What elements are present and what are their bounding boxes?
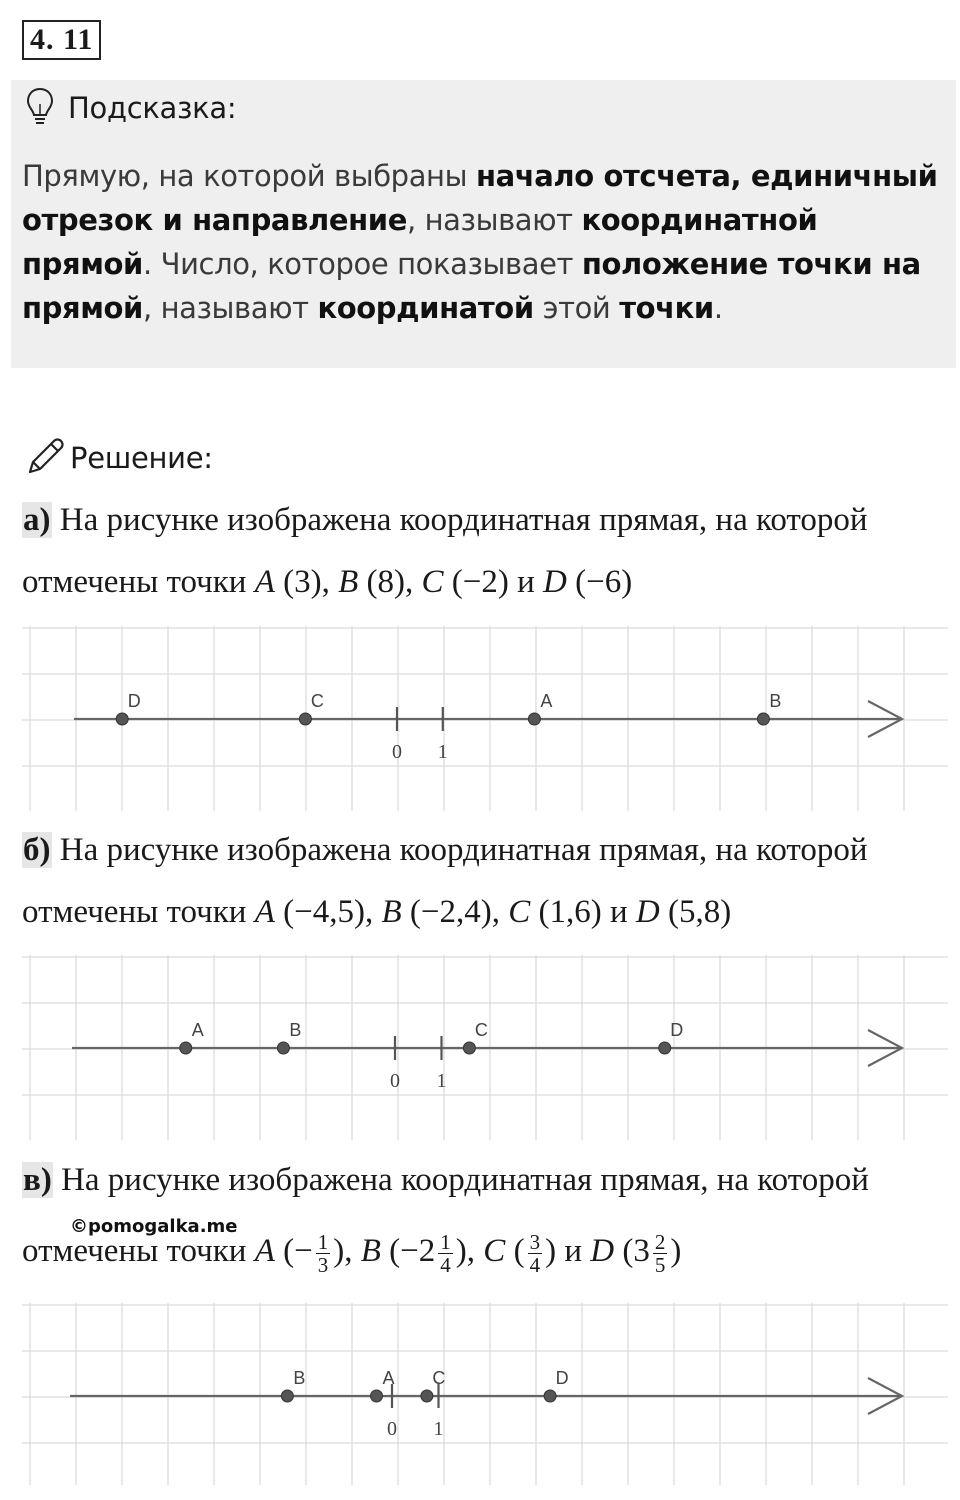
point-label: B [293,1368,306,1388]
point-label: A [191,1020,204,1040]
point-label: C [432,1368,446,1388]
watermark: ©pomogalka.me [70,1216,238,1237]
number-line-b [22,955,948,1140]
tick-label: 1 [436,1070,447,1092]
number-line-a [22,626,948,811]
point-label: D [127,691,141,711]
tick-label: 1 [437,741,448,763]
point-a [528,713,540,725]
pencil-icon [24,436,66,478]
part-a-label: а) [23,502,51,538]
point-label: C [474,1020,488,1040]
part-a-line2: отмечены точки A (3), B (8), C (−2) и D (−6) [22,564,633,600]
hint-text: Прямую, на которой выбраны начало отсчета, единичный отрезок и направление, называют координатной прямой. Число, которое показывает положение точки на прямой, называют координатой этой точки. [22,159,938,325]
part-b-label: б) [23,832,51,868]
part-a-line1: а) На рисунке изображена координатная прямая, на которой [23,502,868,538]
point-c [463,1042,475,1054]
point-b [757,713,769,725]
number-line-c [22,1303,948,1485]
point-label: B [769,691,782,711]
point-a [371,1390,383,1402]
tick-label: 0 [392,741,402,763]
point-label: A [540,691,553,711]
point-a [180,1042,192,1054]
lightbulb-icon [24,86,56,128]
tick-label: 1 [433,1418,444,1440]
solution-title: Решение: [70,441,213,475]
point-c [421,1390,433,1402]
point-label: A [382,1368,395,1388]
point-label: B [289,1020,302,1040]
point-c [299,713,311,725]
hint-title: Подсказка: [68,91,237,125]
point-d [659,1042,671,1054]
point-label: D [670,1020,684,1040]
part-b-line2: отмечены точки A (−4,5), B (−2,4), C (1,6) и D (5,8) [22,894,732,930]
part-b-line1: б) На рисунке изображена координатная прямая, на которой [23,832,868,868]
part-c-line1: в) На рисунке изображена координатная прямая, на которой [23,1162,869,1198]
point-label: C [310,691,324,711]
point-label: D [555,1368,569,1388]
tick-label: 0 [387,1418,397,1440]
grid [22,1303,948,1485]
point-d [116,713,128,725]
part-c-line2: отмечены точки A (− $\frac{1}{3}$ ), B (−2 $\frac{1}{4}$ ), C ( $\frac{3}{4}$ ) и D (3 $\frac{2}{5}$ ) [22,1229,682,1277]
part-c-label: в) [23,1162,52,1198]
point-b [277,1042,289,1054]
task-number: 4. 11 [22,20,101,60]
point-d [544,1390,556,1402]
point-b [281,1390,293,1402]
tick-label: 0 [390,1070,400,1092]
